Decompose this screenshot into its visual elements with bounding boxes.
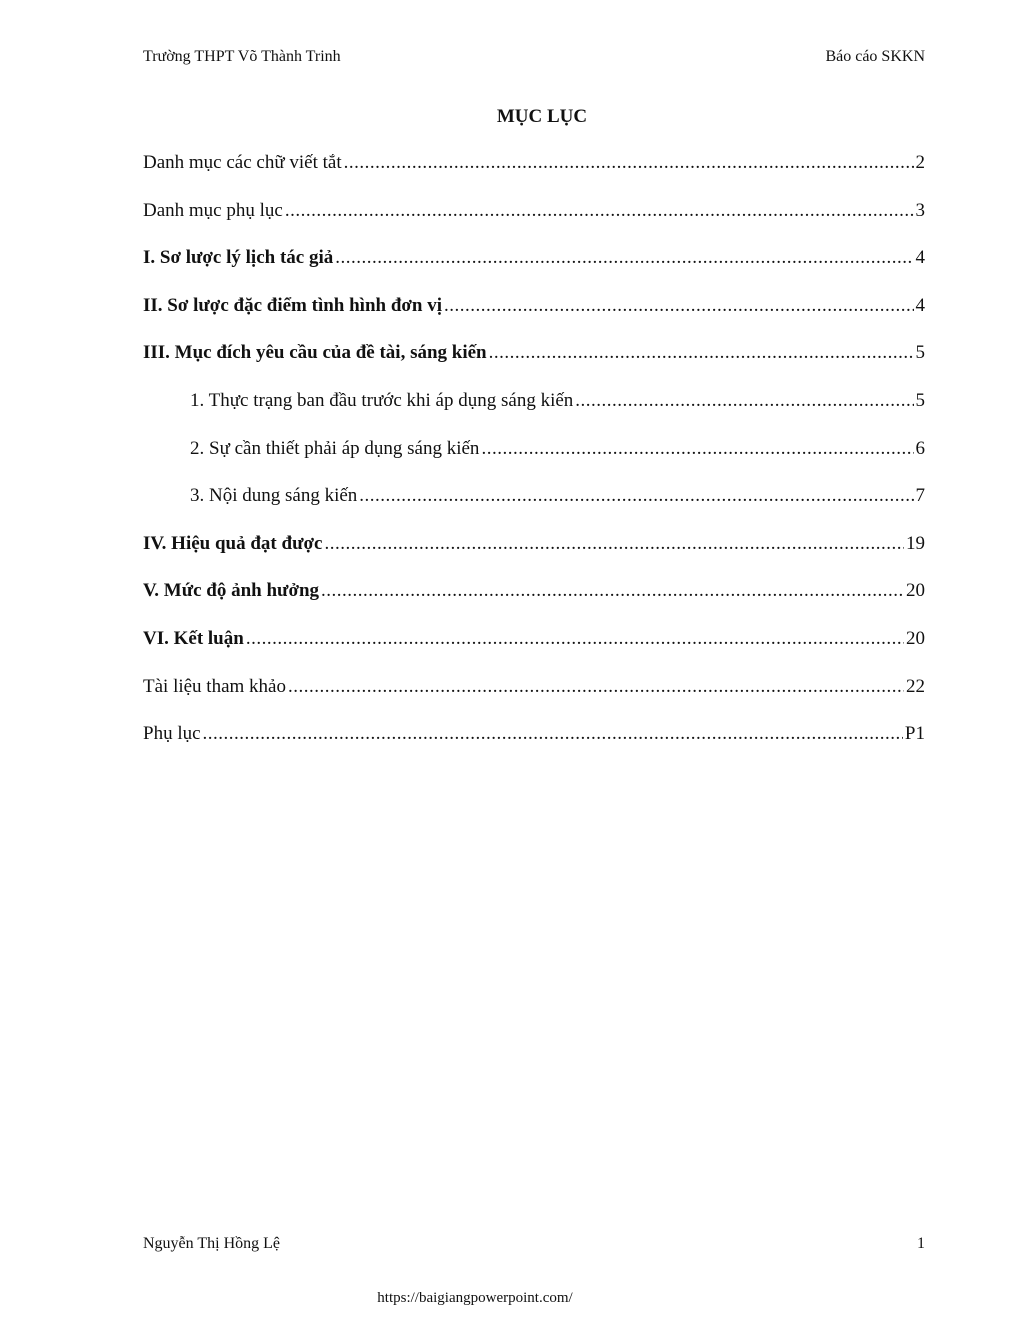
toc-entry[interactable] [143, 628, 925, 676]
toc-entry[interactable] [143, 152, 925, 200]
toc-entry-label: Danh mục phụ lục [143, 199, 283, 221]
report-type: Báo cáo SKKN [825, 48, 925, 65]
toc-entry-page: 20 [906, 627, 925, 649]
toc-dot-leader [481, 438, 913, 460]
toc-entry[interactable] [143, 200, 925, 248]
toc-entry-page: 7 [915, 485, 925, 507]
toc-entry[interactable] [143, 485, 925, 533]
toc-entry-label: IV. Hiệu quả đạt được [143, 532, 323, 554]
page-header [143, 48, 925, 70]
toc-entry-page: 19 [906, 532, 925, 554]
toc-entry-page: 5 [915, 342, 925, 364]
toc-entry[interactable] [143, 533, 925, 581]
toc-dot-leader [489, 342, 914, 364]
toc-entry-label: 3. Nội dung sáng kiến [190, 485, 358, 507]
toc-entry-label: Danh mục các chữ viết tắt [143, 152, 342, 173]
toc-dot-leader [575, 390, 913, 412]
author-name: Nguyễn Thị Hồng Lệ [143, 1235, 281, 1252]
toc-dot-leader [335, 247, 913, 269]
toc-entry-page: 5 [915, 389, 925, 411]
school-name: Trường THPT Võ Thành Trinh [143, 48, 341, 65]
toc-entry-page: 6 [915, 437, 925, 459]
toc-dot-leader [324, 533, 904, 555]
toc-entry-page: 20 [906, 580, 925, 602]
toc-dot-leader [359, 485, 913, 507]
toc-dot-leader [344, 152, 914, 174]
toc-entry[interactable] [143, 342, 925, 390]
page-footer [143, 1235, 925, 1257]
toc-entry-label: Tài liệu tham khảo [143, 675, 286, 697]
toc-entry-page: 2 [915, 152, 925, 173]
toc-dot-leader [321, 580, 904, 602]
toc-entry-label: I. Sơ lược lý lịch tác giả [143, 247, 334, 269]
toc-dot-leader [288, 676, 904, 698]
toc-dot-leader [246, 628, 904, 650]
toc-entry[interactable] [143, 390, 925, 438]
source-url: https://baigiangpowerpoint.com/ [377, 1290, 573, 1306]
toc-entry-label: VI. Kết luận [143, 627, 244, 649]
toc-entry-page: 22 [906, 675, 925, 697]
toc-entry[interactable] [143, 295, 925, 343]
toc-entry-page: P1 [904, 723, 925, 745]
toc-entry-label: Phụ lục [143, 723, 201, 745]
toc-title: MỤC LỤC [496, 106, 588, 127]
toc-entry[interactable] [143, 247, 925, 295]
toc-entry-page: 4 [915, 294, 925, 316]
toc-dot-leader [203, 723, 903, 745]
toc-dot-leader [444, 295, 913, 317]
toc-dot-leader [285, 200, 914, 222]
toc-entry[interactable] [143, 676, 925, 724]
toc-entry-page: 4 [915, 247, 925, 269]
toc-entry[interactable] [143, 723, 925, 771]
toc-entry-label: 1. Thực trạng ban đầu trước khi áp dụng sáng kiến [190, 389, 574, 411]
toc-entry-label: 2. Sự cần thiết phải áp dụng sáng kiến [190, 437, 480, 459]
table-of-contents [143, 152, 925, 771]
toc-entry-label: II. Sơ lược đặc điểm tình hình đơn vị [143, 294, 443, 316]
toc-entry-page: 3 [915, 199, 925, 221]
page-number: 1 [917, 1235, 925, 1252]
toc-entry-label: III. Mục đích yêu cầu của đề tài, sáng kiến [143, 342, 487, 364]
toc-entry-label: V. Mức độ ảnh hưởng [143, 580, 320, 602]
toc-entry[interactable] [143, 438, 925, 486]
toc-entry[interactable] [143, 580, 925, 628]
